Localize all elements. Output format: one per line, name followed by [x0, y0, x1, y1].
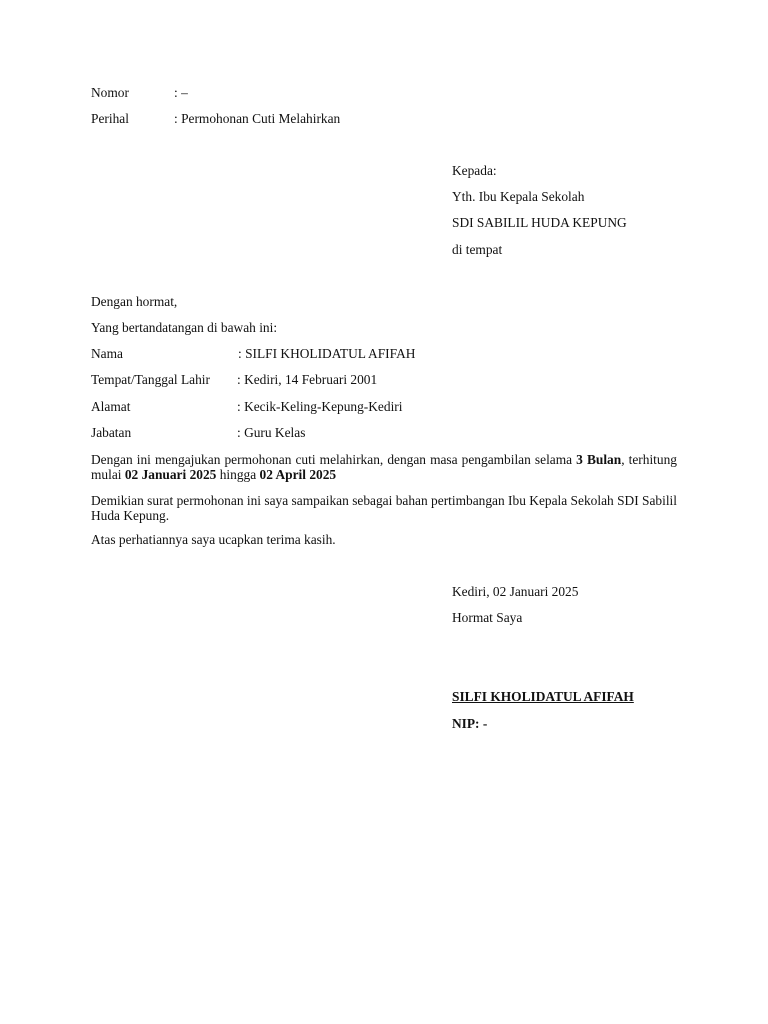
intro-line: Yang bertandatangan di bawah ini:	[91, 320, 278, 335]
perihal-label: Perihal	[91, 111, 129, 126]
end-date: 02 April 2025	[259, 467, 337, 482]
field-label-ttl: Tempat/Tanggal Lahir	[91, 372, 210, 387]
signatory-name: SILFI KHOLIDATUL AFIFAH	[452, 689, 634, 704]
start-date: 02 Januari 2025	[124, 467, 217, 482]
field-value-jabatan: : Guru Kelas	[237, 425, 306, 440]
recipient-kepada: Kepada:	[452, 163, 497, 178]
field-label-alamat: Alamat	[91, 399, 131, 414]
field-value-ttl: : Kediri, 14 Februari 2001	[237, 372, 378, 387]
place-date: Kediri, 02 Januari 2025	[452, 584, 579, 599]
signatory-nip: NIP: -	[452, 716, 488, 731]
greeting: Dengan hormat,	[91, 294, 178, 309]
thanks-line: Atas perhatiannya saya ucapkan terima kasih.	[91, 532, 336, 547]
recipient-title: Yth. Ibu Kepala Sekolah	[452, 189, 585, 204]
nomor-label: Nomor	[91, 85, 129, 100]
perihal-value: : Permohonan Cuti Melahirkan	[174, 111, 341, 126]
regards: Hormat Saya	[452, 610, 523, 625]
request-paragraph: Dengan ini mengajukan permohonan cuti melahirkan, dengan masa pengambilan selama 3 Bulan, terhitung mulai 02 Januari 2025 hingga 02 April 2025	[91, 452, 677, 482]
closing-paragraph: Demikian surat permohonan ini saya sampaikan sebagai bahan pertimbangan Ibu Kepala Sekolah SDI Sabilil Huda Kepung.	[91, 493, 677, 523]
field-label-jabatan: Jabatan	[91, 425, 132, 440]
field-value-nama: : SILFI KHOLIDATUL AFIFAH	[238, 346, 416, 361]
duration: 3 Bulan	[576, 452, 622, 467]
field-value-alamat: : Kecik-Keling-Kepung-Kediri	[237, 399, 403, 414]
field-label-nama: Nama	[91, 346, 123, 361]
recipient-location: di tempat	[452, 242, 503, 257]
recipient-school: SDI SABILIL HUDA KEPUNG	[452, 215, 627, 230]
nomor-value: : –	[174, 85, 188, 100]
